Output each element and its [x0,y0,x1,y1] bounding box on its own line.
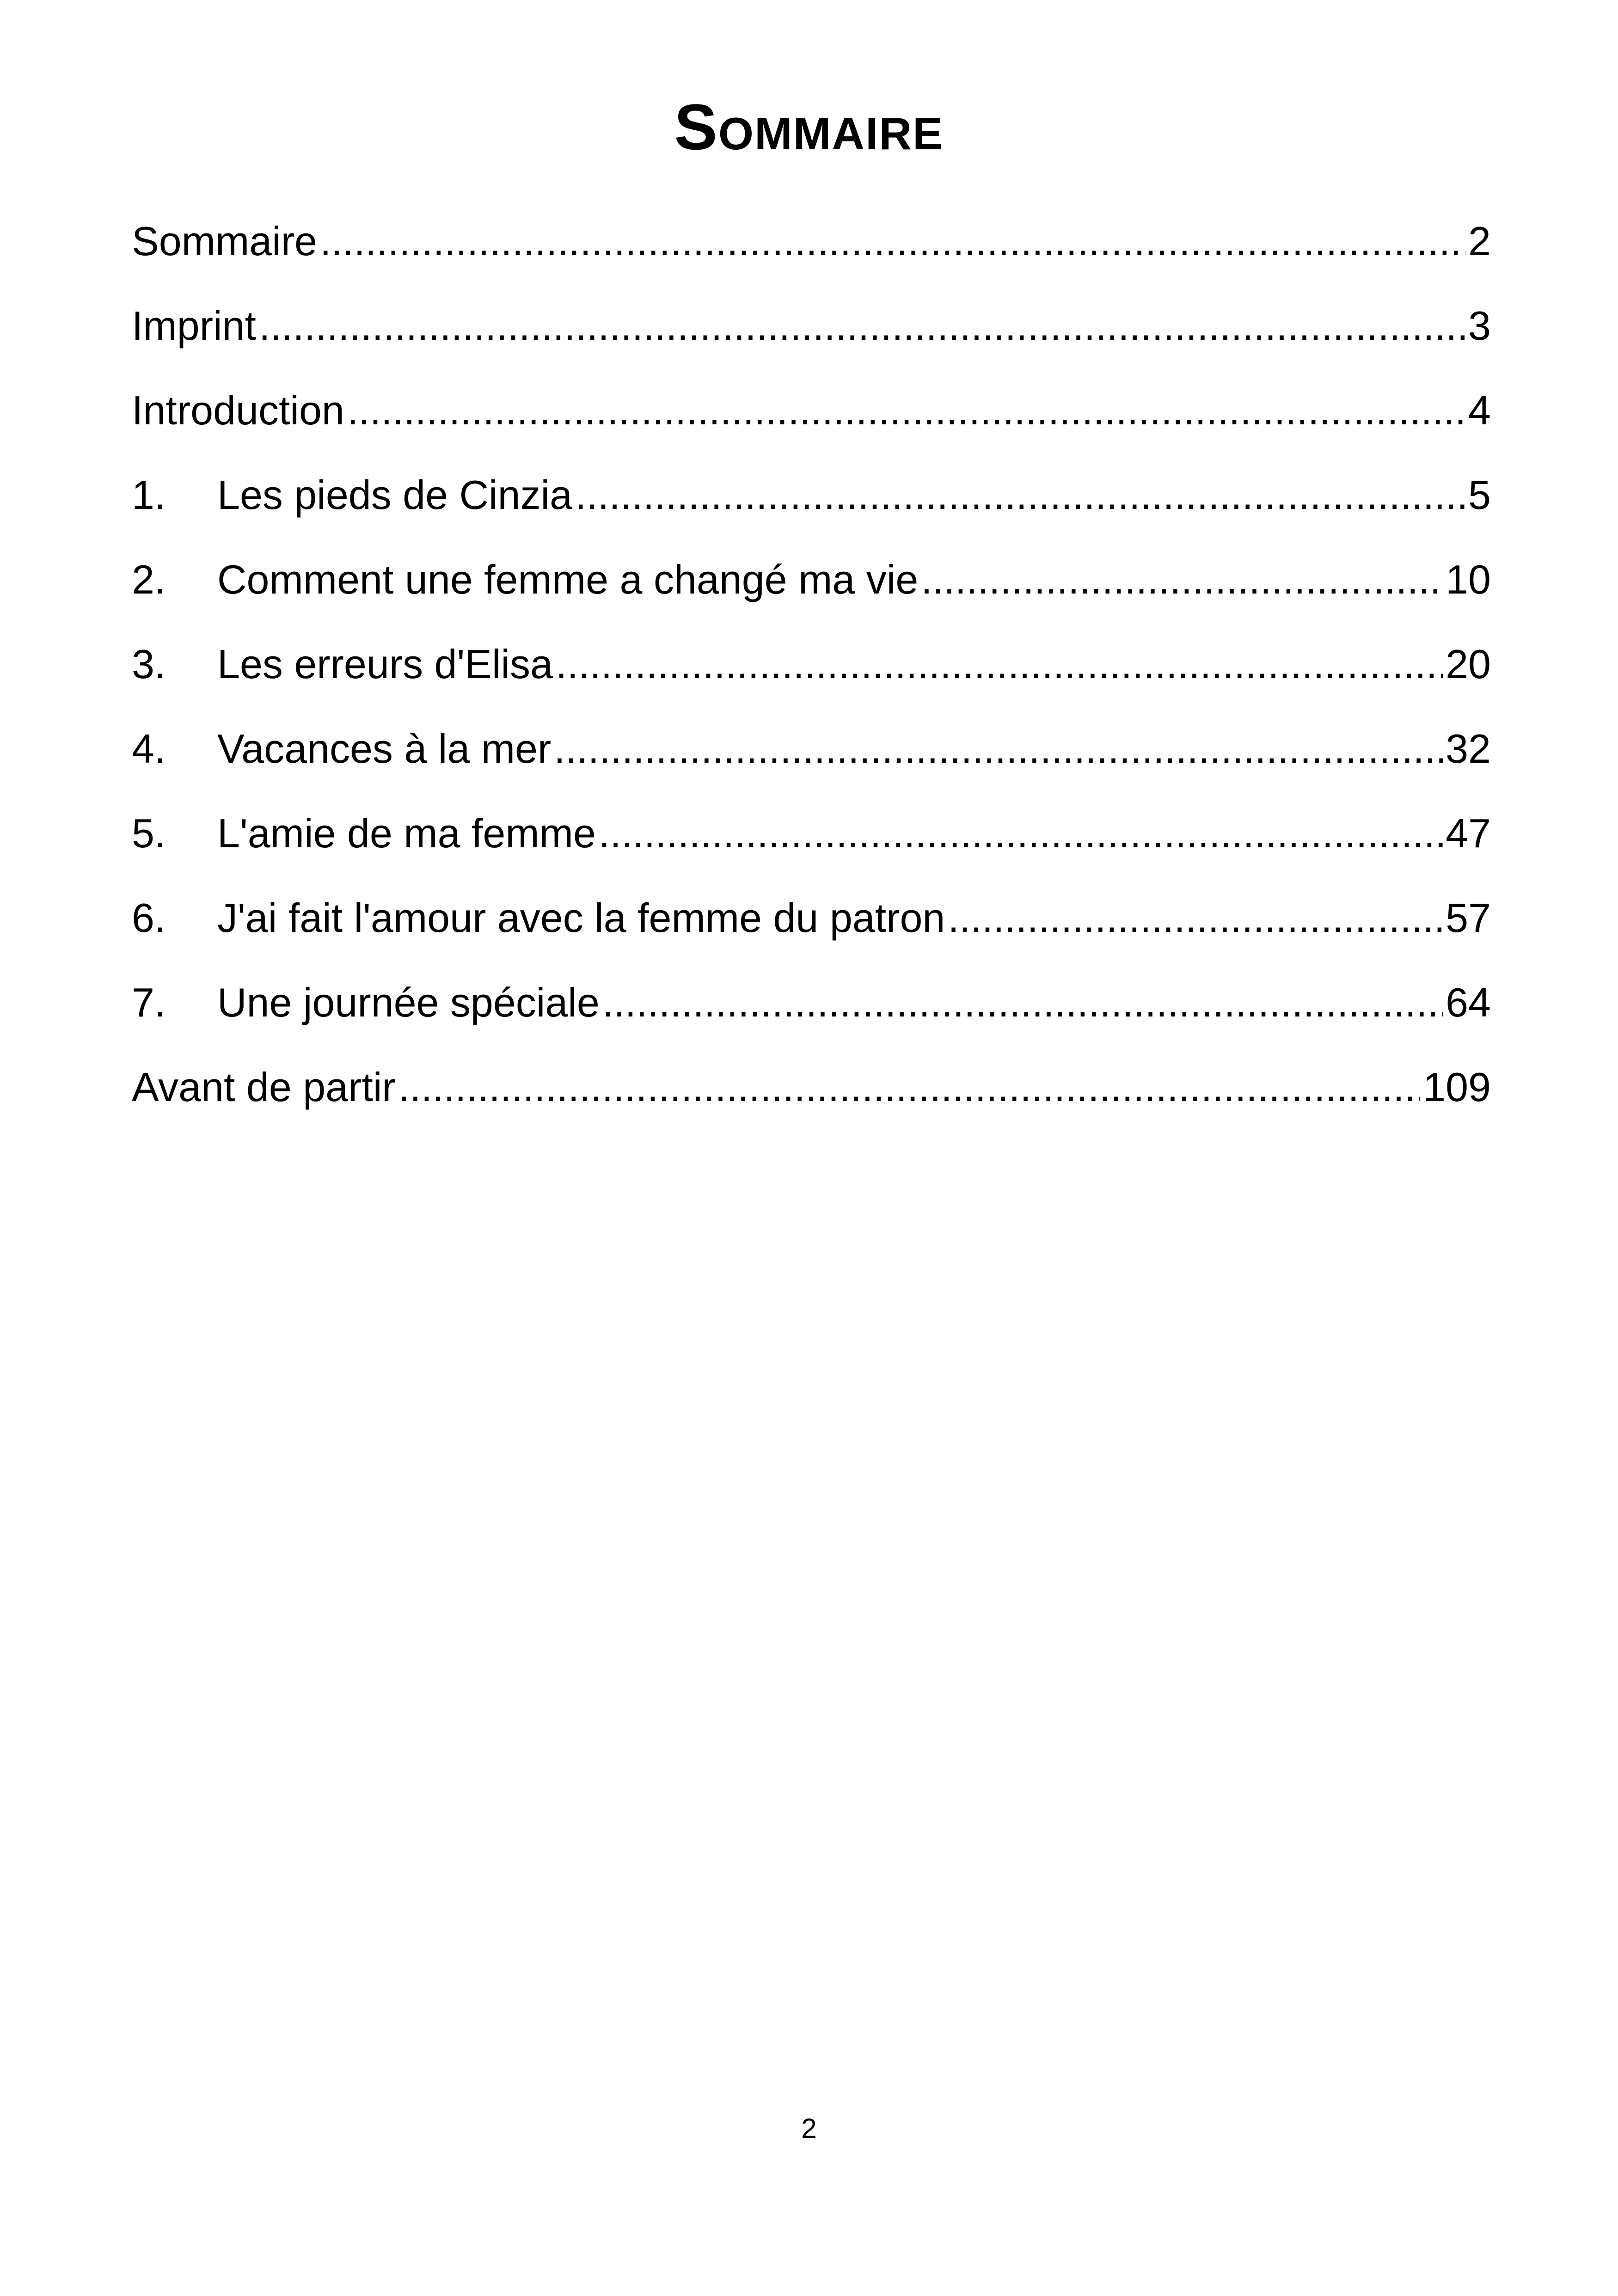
toc-entry-page: 10 [1446,556,1491,602]
toc-entry-page: 47 [1446,810,1491,856]
toc-entry[interactable] [132,791,1491,876]
toc-entry[interactable] [132,537,1491,622]
toc-leader-dots [398,1062,1420,1113]
toc-entry-label: Sommaire [132,218,317,264]
table-of-contents [132,199,1491,1129]
toc-entry[interactable] [132,876,1491,960]
toc-entry-label: J'ai fait l'amour avec la femme du patron [217,894,945,941]
toc-leader-dots [921,554,1443,605]
toc-entry-number: 5. [132,810,166,856]
toc-entry[interactable] [132,960,1491,1045]
toc-entry-page: 5 [1468,471,1491,518]
toc-entry-page: 4 [1468,387,1491,433]
toc-entry-label: L'amie de ma femme [217,810,596,856]
toc-entry-number: 6. [132,894,166,941]
toc-leader-dots [347,385,1465,436]
toc-leader-dots [599,808,1443,859]
toc-entry-label: Les pieds de Cinzia [217,471,573,518]
toc-entry-page: 2 [1468,218,1491,264]
page-title: Sommaire [674,91,944,163]
toc-entry-page: 32 [1446,725,1491,771]
toc-entry[interactable] [132,1045,1491,1129]
toc-entry-label: Les erreurs d'Elisa [217,641,553,687]
toc-entry-label: Imprint [132,302,256,349]
toc-entry-number: 4. [132,725,166,771]
toc-entry-label: Comment une femme a changé ma vie [217,556,919,602]
toc-leader-dots [259,300,1465,351]
toc-leader-dots [320,216,1465,267]
toc-entry-label: Introduction [132,387,344,433]
toc-entry-page: 20 [1446,641,1491,687]
toc-entry[interactable] [132,283,1491,368]
toc-entry[interactable] [132,453,1491,537]
toc-entry[interactable] [132,199,1491,283]
toc-entry[interactable] [132,706,1491,791]
toc-entry-label: Avant de partir [132,1064,396,1110]
toc-entry-page: 109 [1423,1064,1491,1110]
toc-leader-dots [556,639,1443,690]
toc-leader-dots [575,470,1465,520]
toc-entry[interactable] [132,622,1491,706]
toc-leader-dots [948,893,1443,943]
toc-leader-dots [554,723,1443,774]
toc-entry-number: 3. [132,641,166,687]
toc-entry[interactable] [132,368,1491,453]
toc-entry-number: 1. [132,471,166,518]
toc-entry-page: 3 [1468,302,1491,349]
toc-entry-label: Vacances à la mer [217,725,552,771]
toc-entry-number: 2. [132,556,166,602]
toc-entry-page: 57 [1446,894,1491,941]
toc-entry-page: 64 [1446,979,1491,1025]
toc-entry-number: 7. [132,979,166,1025]
toc-leader-dots [602,977,1443,1028]
toc-entry-label: Une journée spéciale [217,979,600,1025]
page-number: 2 [801,2113,817,2144]
